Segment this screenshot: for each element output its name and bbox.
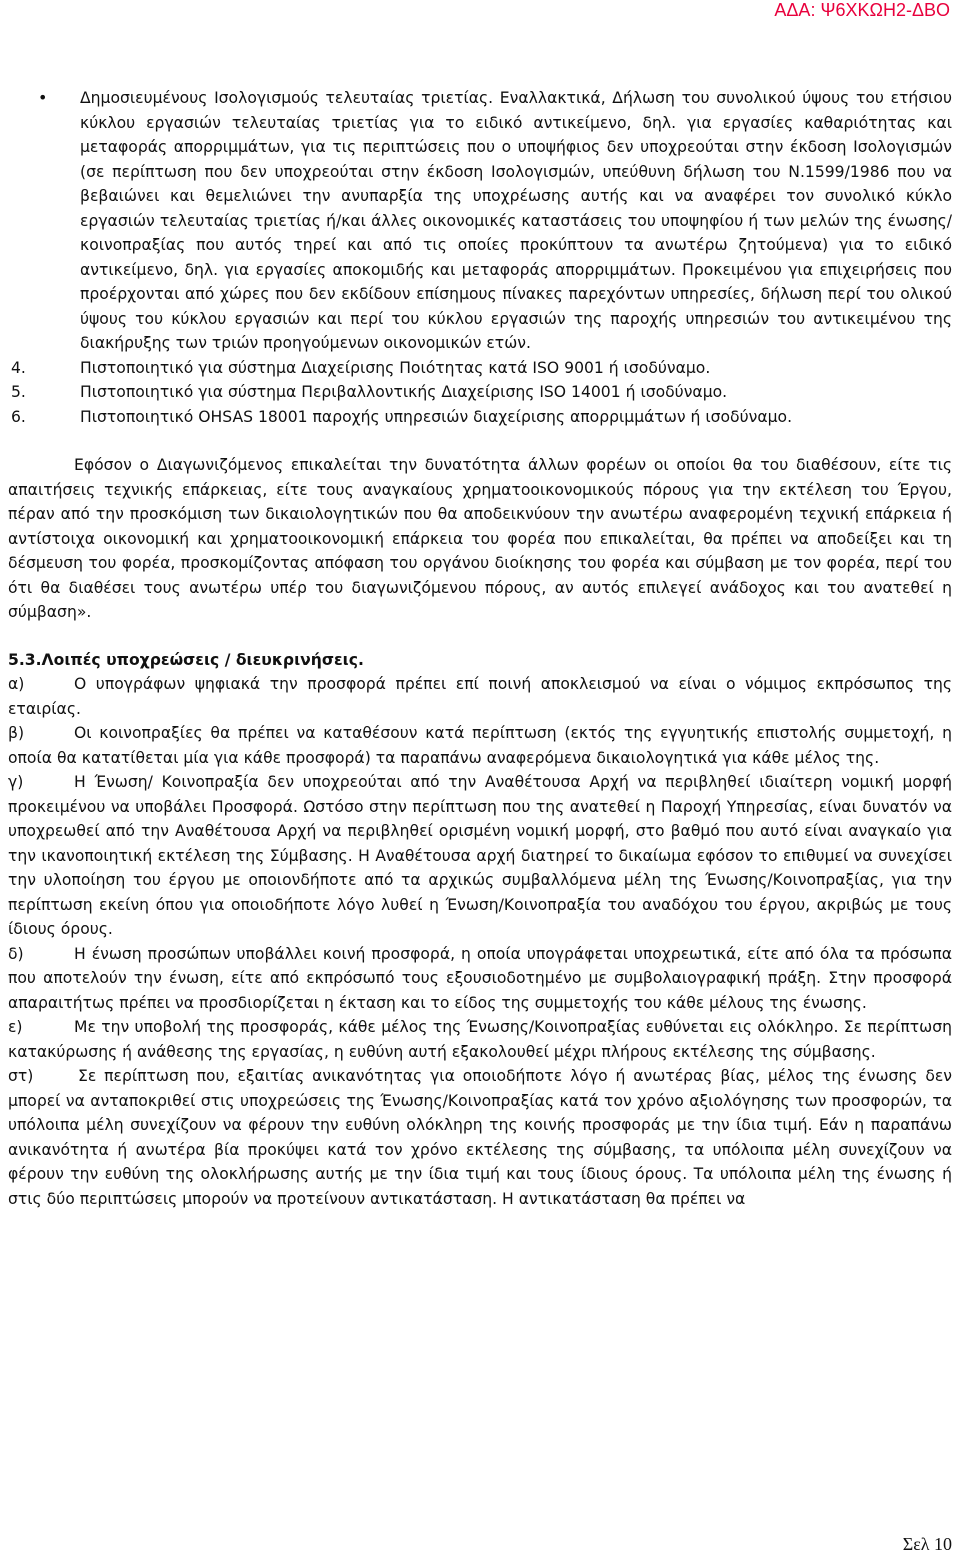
ada-code: ΑΔΑ: Ψ6ΧΚΩΗ2-ΔΒΟ	[774, 0, 950, 20]
item-label: β)	[8, 724, 25, 742]
item-a	[8, 672, 952, 721]
body-paragraph: Εφόσον ο Διαγωνιζόμενος επικαλείται την δυνατότητα άλλων φορέων οι οποίοι θα του διαθέσουν, είτε τις απαιτήσεις τεχνικής επάρκειας, είτε τους αναγκαίους χρηματοοικονομικούς πόρους για την εκτέλεση του Έργου, πέραν από την προσκόμιση των δικαιολογητικών που θα αποδεικνύουν την ανωτέρω αναφερομένη τεχνική επάρκεια ή αντίστοιχα οικονομική και χρηματοοικονομική επάρκεια του φορέα που επικαλείται, θα πρέπει να αποδείξει και τη δέσμευση του φορέα, προσκομίζοντας απόφαση του οργάνου διοίκησης του φορέα και σύμβαση με τον φορέα, περί του ότι θα διαθέσει τους ανωτέρω υπέρ του διαγωνιζόμενου πόρους, αν αυτός επιλεγεί ανάδοχος και του ανατεθεί η σύμβαση».	[8, 456, 952, 621]
item-label: δ)	[8, 944, 24, 963]
item-text: Οι κοινοπραξίες θα πρέπει να καταθέσουν κατά περίπτωση (εκτός της εγγυητικής επιστολής συμμετοχή, η οποία θα κατατίθεται μία για κάθε προσφορά) τα παραπάνω αναφερόμενα δικαιολογητικά για κάθε μέλος της.	[8, 724, 952, 767]
item-number: 4.	[11, 358, 26, 377]
item-text: Με την υποβολή της προσφοράς, κάθε μέλος της Ένωσης/Κοινοπραξίας ευθύνεται εις ολόκληρο. Σε περίπτωση κατακύρωσης ή ανάθεσης της εργασίας, η ευθύνη αυτή εξακολουθεί μέχρι πλήρους εκτέλεσης της σύμβασης.	[8, 1018, 952, 1061]
item-text: Πιστοποιητικό για σύστημα Περιβαλλοντικής Διαχείρισης ISO 14001 ή ισοδύναμο.	[80, 383, 728, 401]
document-page	[8, 86, 952, 1211]
page-number: Σελ 10	[902, 1534, 952, 1554]
item-text: Ο υπογράφων ψηφιακά την προσφορά πρέπει επί ποινή αποκλεισμού να είναι ο νόμιμος εκπρόσωπος της εταιρίας.	[8, 675, 952, 718]
item-st	[8, 1064, 952, 1211]
item-label: ε)	[8, 1018, 23, 1036]
item-c	[8, 770, 952, 942]
item-label: γ)	[8, 773, 24, 791]
item-number: 6.	[11, 407, 26, 426]
numbered-item-5	[8, 380, 952, 405]
item-b	[8, 721, 952, 770]
numbered-item-6	[8, 405, 952, 430]
numbered-item-4	[8, 356, 952, 381]
item-number: 5.	[11, 383, 26, 401]
bullet-paragraph: • Δημοσιευμένους Ισολογισμούς τελευταίας τριετίας. Εναλλακτικά, Δήλωση του συνολικού ύψους του ετήσιου κύκλου εργασιών τελευταίας τριετίας για το ειδικό αντικείμενο, δηλ. για εργασίες καθαριότητας και μεταφοράς απορριμμάτων, για τις περιπτώσεις που ο υποψήφιος δεν υποχρεούται στην έκδοση Ισολογισμών (σε περίπτωση που δεν υποχρεούται στην έκδοση Ισολογισμών, υπεύθυνη δήλωση του Ν.1599/1986 που να βεβαιώνει και θεμελιώνει την ανυπαρξία της υποχρέωσης αυτής και να αναφέρει τον συνολικό κύκλο εργασιών τελευταίας τριετίας ή/και άλλες οικονομικές καταστάσεις του υποψηφίου ή των μελών της ένωσης/ κοινοπραξίας που αυτός τηρεί και από τις οποίες προκύπτουν τα ανωτέρω ζητούμενα) για το ειδικό αντικείμενο, δηλ. για εργασίες αποκομιδής και μεταφοράς απορριμμάτων. Προκειμένου για επιχειρήσεις που προέρχονται από χώρες που δεν εκδίδουν επίσημους πίνακες παρεχόντων υπηρεσίες, δήλωση περί του ολικού ύψους του κύκλου εργασιών και περί του κύκλου εργασιών της παροχής υπηρεσιών του αντικειμένου της διακήρυξης των τριών προηγούμενων οικονομικών ετών.	[8, 86, 952, 356]
item-text: Πιστοποιητικό για σύστημα Διαχείρισης Ποιότητας κατά ISO 9001 ή ισοδύναμο.	[80, 358, 711, 377]
item-e	[8, 1015, 952, 1064]
item-label: α)	[8, 675, 25, 693]
item-text: Η Ένωση/ Κοινοπραξία δεν υποχρεούται από την Αναθέτουσα Αρχή να περιβληθεί ιδιαίτερη νομική μορφή προκειμένου να υποβάλει Προσφορά. Ωστόσο στην περίπτωση που της ανατεθεί η Παροχή Υπηρεσίας, είναι δυνατόν να υποχρεωθεί από την Αναθέτουσα Αρχή να περιβληθεί ορισμένη νομική μορφή, στο βαθμό που αυτό είναι αναγκαίο για την ικανοποιητική εκτέλεση της Σύμβασης. Η Αναθέτουσα αρχή διατηρεί το δικαίωμα εφόσον το επιθυμεί να συνεχίσει την υλοποίηση του έργου με οποιονδήποτε από τα αρχικώς συμβαλλόμενα μέλη της Ένωσης/Κοινοπραξίας, για την περίπτωση εκείνη όπου για οποιοδήποτε λόγο λυθεί η Ένωση/Κοινοπραξία του αναδόχου του έργου, ακριβώς με τους ίδιους όρους.	[8, 773, 952, 938]
item-text: Η ένωση προσώπων υποβάλλει κοινή προσφορά, η οποία υπογράφεται υποχρεωτικά, είτε από όλα τα πρόσωπα που αποτελούν την ένωση, είτε από εκπρόσωπό τους εξουσιοδοτημένο με συμβολαιογραφική πράξη. Στην προσφορά απαραιτήτως πρέπει να προσδιορίζεται η έκταση και το είδος της συμμετοχής του κάθε μέλους της ένωσης.	[8, 944, 952, 1012]
section-title: 5.3.Λοιπές υποχρεώσεις / διευκρινήσεις.	[8, 650, 364, 669]
item-d	[8, 942, 952, 1016]
item-text: Σε περίπτωση που, εξαιτίας ανικανότητας για οποιοδήποτε λόγο ή ανωτέρας βίας, μέλος της ένωσης δεν μπορεί να ανταποκριθεί στις υποχρεώσεις της Ένωσης/Κοινοπραξίας κατά τον χρόνο αξιολόγησης των προσφορών, τα υπόλοιπα μέλη συνεχίζουν να φέρουν την ευθύνη ολόκληρη της κοινής προσφοράς με την ίδια τιμή. Εάν η παραπάνω ανικανότητα ή ανωτέρα βία προκύψει κατά τον χρόνο εκτέλεσης της σύμβασης, τα υπόλοιπα μέλη συνεχίζουν να φέρουν την ευθύνη της ολοκλήρωσης αυτής με την ίδια τιμή και τους ίδιους όρους. Τα υπόλοιπα μέλη της ένωσης ή στις δύο περιπτώσεις μπορούν να προτείνουν αντικατάσταση. Η αντικατάσταση θα πρέπει να	[8, 1067, 952, 1208]
item-text: Πιστοποιητικό OHSAS 18001 παροχής υπηρεσιών διαχείρισης απορριμμάτων ή ισοδύναμο.	[80, 407, 793, 426]
item-label: στ)	[8, 1067, 34, 1085]
